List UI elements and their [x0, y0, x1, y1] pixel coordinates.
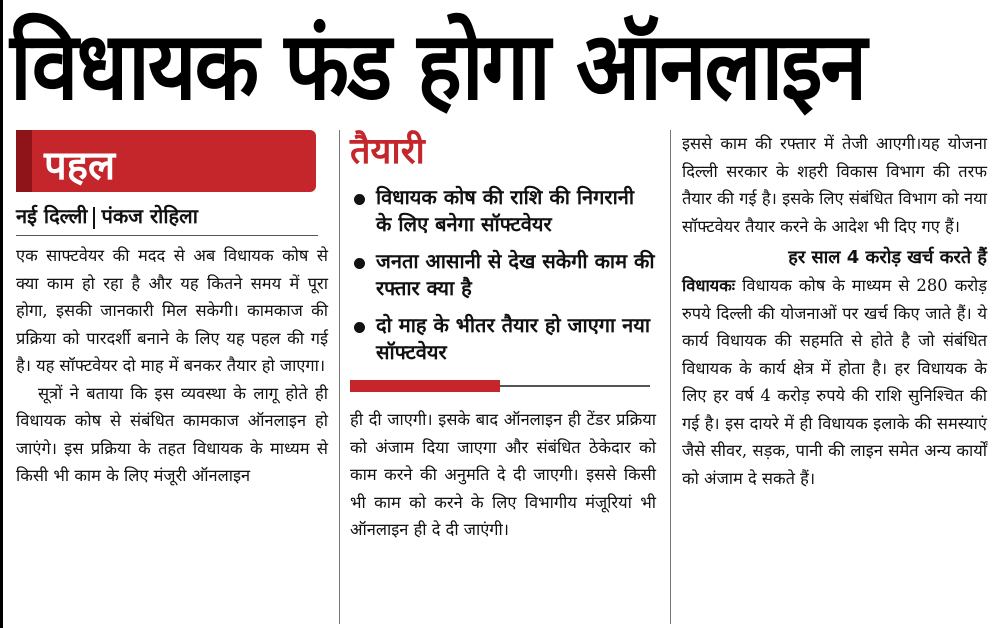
list-item	[350, 184, 656, 238]
column-divider	[670, 130, 671, 624]
bullet-icon	[354, 258, 365, 269]
list-item-text: विधायक कोष की राशि की निगरानी के लिए बनेगा सॉफ्टवेयर	[376, 185, 635, 236]
article-body-right-continued	[682, 272, 987, 492]
paragraph: एक साफ्टवेयर की मदद से अब विधायक कोष से क्या काम हो रहा है और यह कितने समय में पूरा होगा, इसकी जानकारी मिल सकेगी। कामकाज की प्रक्रिया को पारदर्शी बनाने के लिए यह पहल की गई है। यह सॉफ्टवेयर दो माह में बनकर तैयार हो जाएगा।	[16, 246, 328, 375]
lead-in: विधायकः	[682, 276, 736, 295]
preparation-heading: तैयारी	[350, 131, 425, 172]
paragraph: इससे काम की रफ्तार में तेजी आएगी।यह योजना दिल्ली सरकार के शहरी विकास विभाग की तरफ तैयार की गई है। इसके लिए संबंधित विभाग को नया सॉफ्टवेयर तैयार करने के आदेश भी दिए गए हैं।	[682, 134, 987, 236]
article-body-right	[682, 130, 987, 240]
page-left-border	[0, 0, 3, 628]
paragraph: सूत्रों ने बताया कि इस व्यवस्था के लागू होते ही विधायक कोष से संबंधित कामकाज ऑनलाइन हो जाएंगे। इस प्रक्रिया के तहत विधायक के माध्यम से किसी भी काम के लिए मंजूरी ऑनलाइन	[16, 383, 328, 485]
headline: विधायक फंड होगा ऑनलाइन	[10, 11, 866, 121]
byline-separator	[93, 207, 95, 229]
list-item-text: जनता आसानी से देख सकेगी काम की रफ्तार क्या है	[376, 249, 655, 300]
bullet-icon	[354, 194, 365, 205]
column-middle	[350, 130, 656, 544]
section-tag-banner	[16, 130, 316, 192]
article-body-middle	[350, 406, 656, 544]
rule-accent	[350, 380, 500, 392]
article-body-left	[16, 242, 328, 490]
author-name: पंकज रोहिला	[101, 204, 198, 228]
subheading: हर साल 4 करोड़ खर्च करते हैं	[788, 247, 987, 268]
preparation-list	[350, 184, 656, 366]
column-divider	[339, 130, 340, 624]
rule-line	[500, 385, 650, 387]
column-left	[16, 130, 328, 490]
paragraph: विधायक कोष के माध्यम से 280 करोड़ रुपये दिल्ली की योजनाओं पर खर्च किए जाते हैं। ये कार्य विधायक की सहमति से होते है जो संबंधित विधायक के कार्य क्षेत्र में होता है। हर विधायक के लिए हर वर्ष 4 करोड़ रुपये की राशि सुनिश्चित की गई है। इस दायरे में ही विधायक इलाके की समस्याएं जैसे सीवर, सड़क, पानी की लाइन समेत अन्य कार्यों को अंजाम दे सकते हैं।	[682, 276, 987, 488]
list-item	[350, 312, 656, 366]
byline	[16, 202, 318, 236]
bullet-icon	[354, 322, 365, 333]
dateline-location: नई दिल्ली	[16, 204, 88, 228]
paragraph: ही दी जाएगी। इसके बाद ऑनलाइन ही टेंडर प्रक्रिया को अंजाम दिया जाएगा और संबंधित ठेकेदार को काम करने की अनुमति दे दी जाएगी। इससे किसी भी काम को करने के लिए विभागीय मंजूरियां भी ऑनलाइन ही दे दी जाएंगी।	[350, 410, 656, 539]
list-item-text: दो माह के भीतर तैयार हो जाएगा नया सॉफ्टवेयर	[376, 313, 651, 364]
section-tag: पहल	[44, 143, 116, 189]
section-rule	[350, 376, 656, 392]
banner-stub	[16, 130, 32, 192]
column-right	[682, 130, 987, 492]
list-item	[350, 248, 656, 302]
